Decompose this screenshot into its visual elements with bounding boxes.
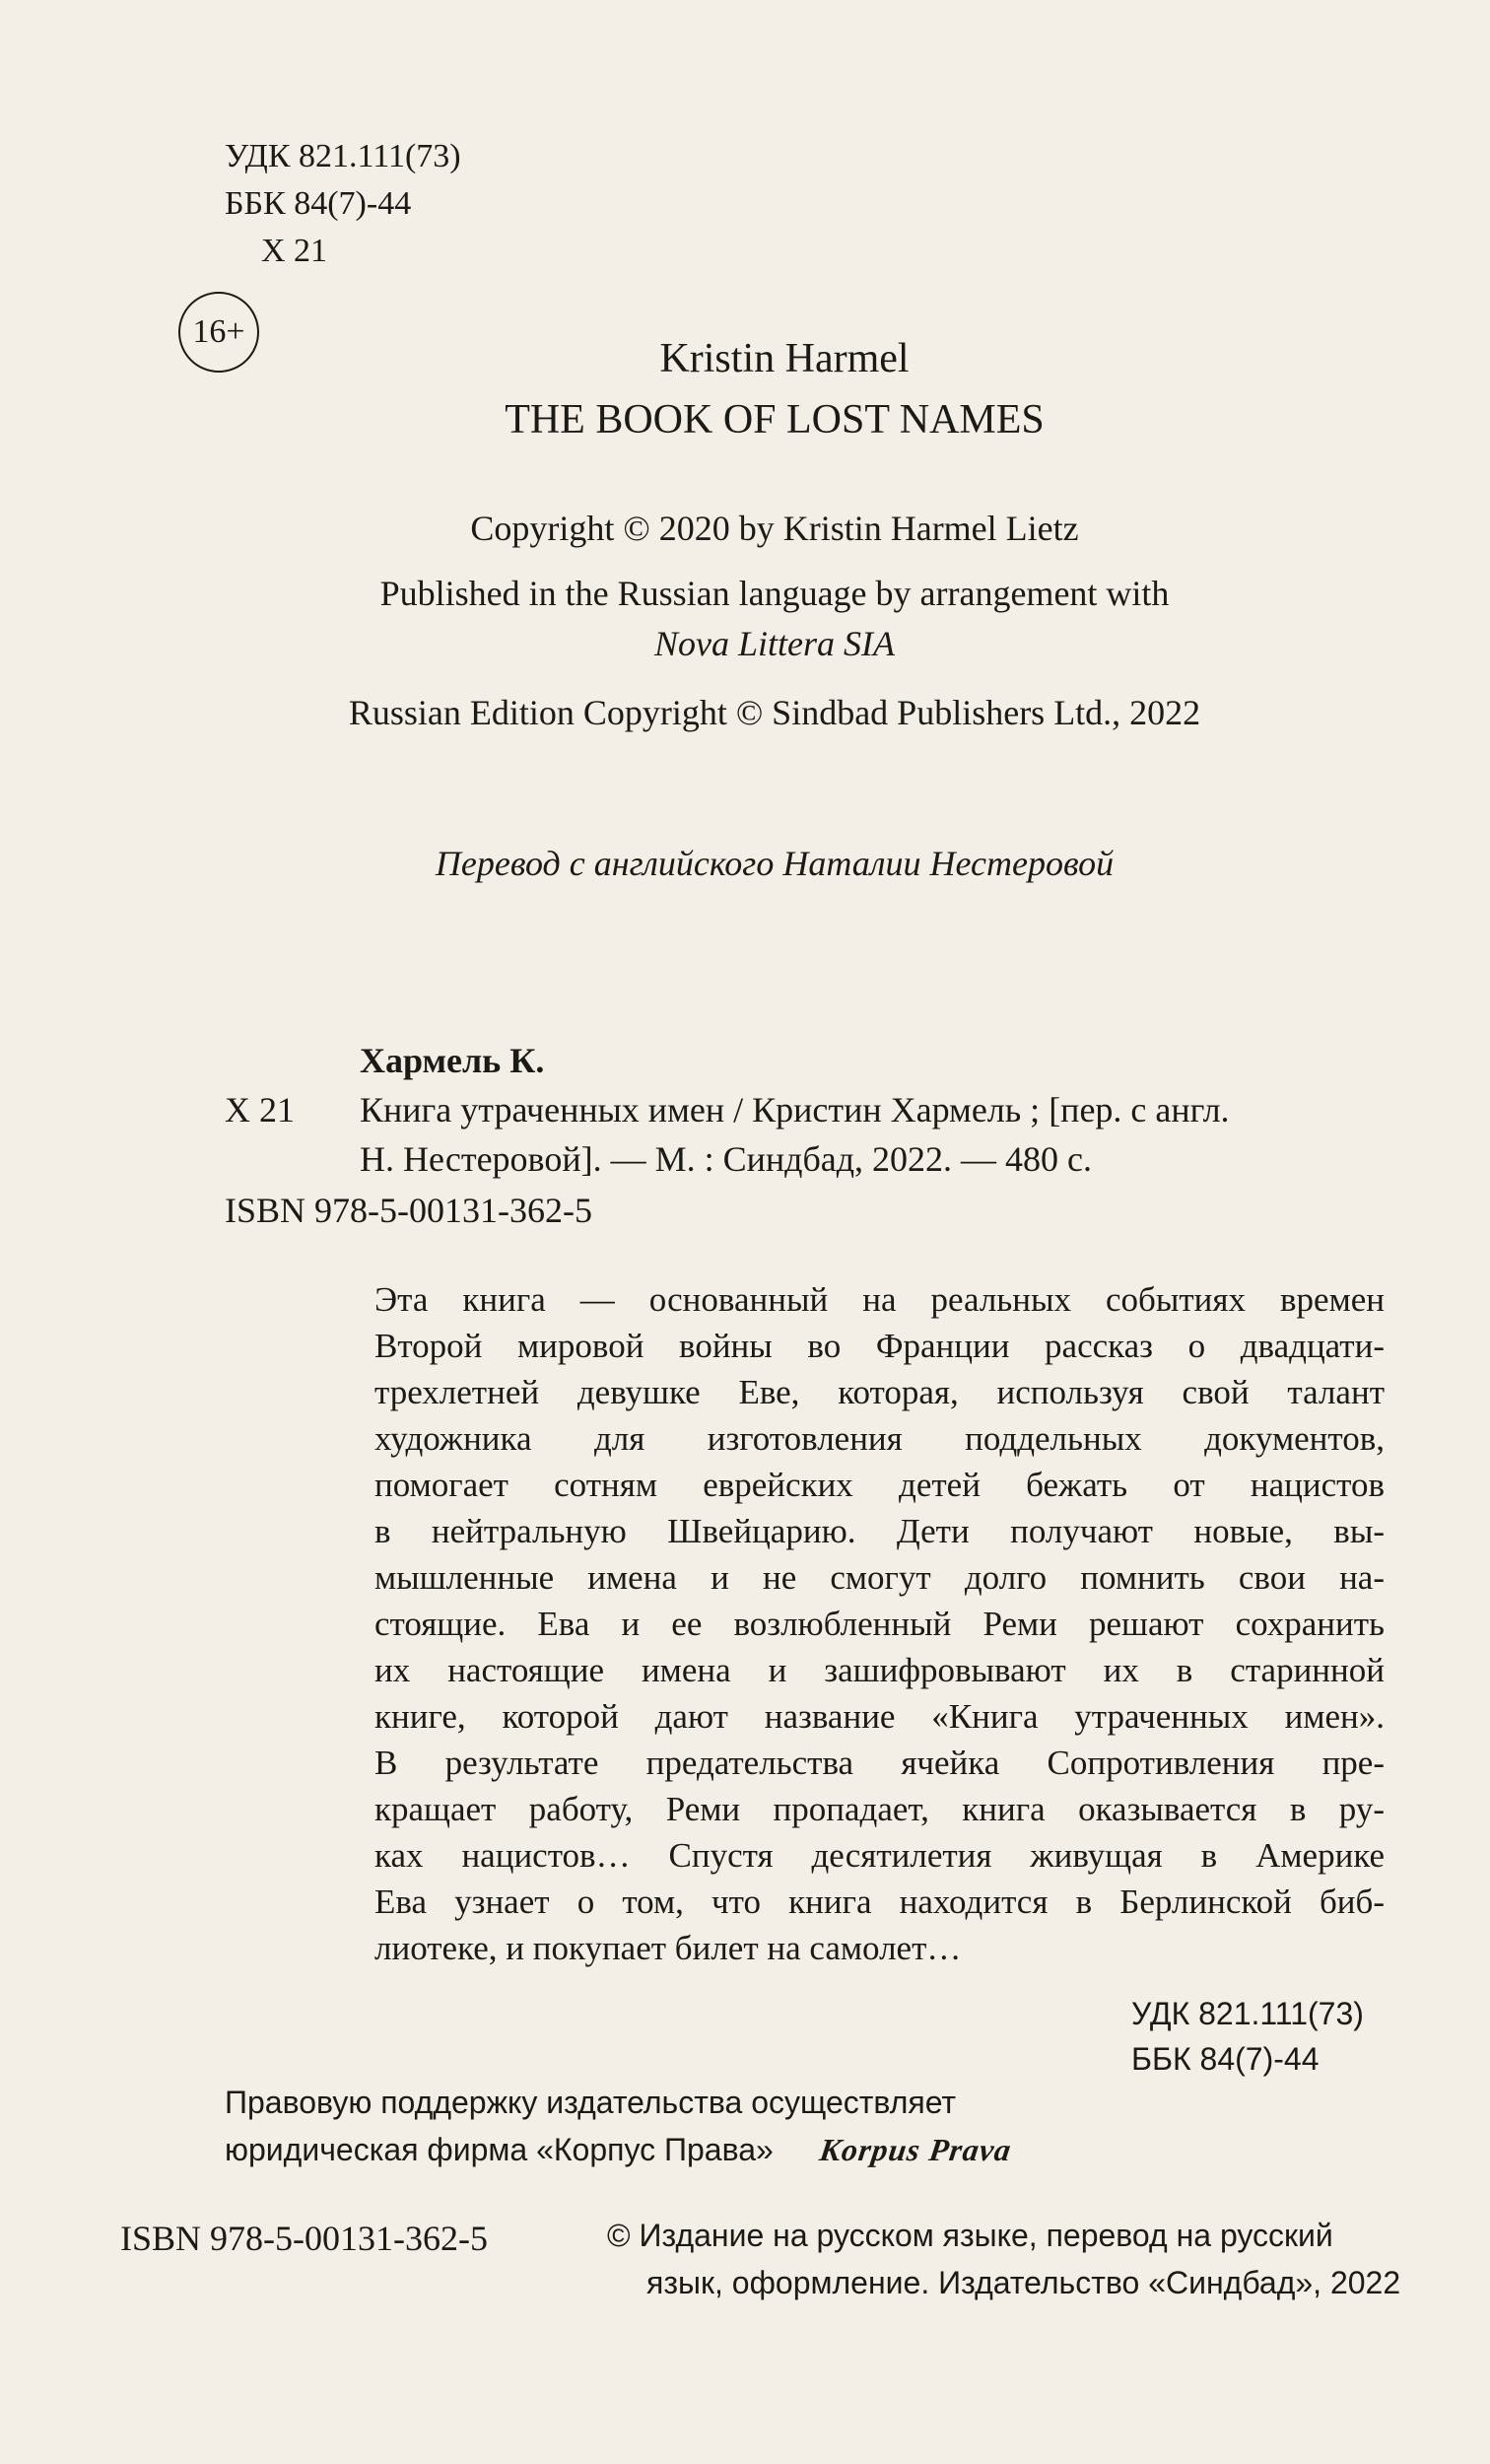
annotation-line: трехлетней девушке Еве, которая, используя свой талант bbox=[374, 1373, 1385, 1411]
bbk-code: ББК 84(7)-44 bbox=[225, 185, 412, 222]
bottom-copyright-line-2: язык, оформление. Издательство «Синдбад», 2022 bbox=[646, 2265, 1401, 2300]
annotation-paragraph bbox=[374, 1276, 1385, 1971]
published-line: Published in the Russian language by arrangement with bbox=[379, 574, 1170, 613]
udk-code: УДК 821.111(73) bbox=[225, 138, 461, 174]
catalog-author-heading: Хармель К. bbox=[360, 1041, 545, 1080]
original-author: Kristin Harmel bbox=[659, 336, 910, 381]
annotation-line: книге, которой дают название «Книга утраченных имен». bbox=[374, 1697, 1385, 1736]
annotation-line: Второй мировой войны во Франции рассказ о двадцати- bbox=[374, 1327, 1385, 1365]
copyright-line: Copyright © 2020 by Kristin Harmel Lietz bbox=[470, 509, 1079, 548]
catalog-isbn: ISBN 978-5-00131-362-5 bbox=[225, 1191, 592, 1230]
annotation-line: кращает работу, Реми пропадает, книга оказывается в ру- bbox=[374, 1790, 1385, 1828]
original-title: THE BOOK OF LOST NAMES bbox=[505, 397, 1045, 443]
catalog-line-2: Н. Нестеровой]. — М. : Синдбад, 2022. — 480 с. bbox=[360, 1139, 1093, 1179]
footer-bbk-code: ББК 84(7)-44 bbox=[1131, 2041, 1320, 2077]
annotation-line: лиотеке, и покупает билет на самолет… bbox=[374, 1929, 962, 1967]
annotation-line: их настоящие имена и зашифровывают их в старинной bbox=[374, 1651, 1385, 1689]
catalog-mark: Х 21 bbox=[225, 1090, 295, 1129]
bottom-isbn: ISBN 978-5-00131-362-5 bbox=[120, 2219, 488, 2258]
footer-udk-code: УДК 821.111(73) bbox=[1131, 1996, 1364, 2031]
russian-edition-copyright: Russian Edition Copyright © Sindbad Publishers Ltd., 2022 bbox=[348, 693, 1201, 732]
annotation-line: помогает сотням еврейских детей бежать от нацистов bbox=[374, 1466, 1385, 1504]
annotation-line: стоящие. Ева и ее возлюбленный Реми решают сохранить bbox=[374, 1605, 1385, 1643]
legal-support-line-2: юридическая фирма «Корпус Права» bbox=[225, 2132, 774, 2167]
age-rating-badge: 16+ bbox=[178, 292, 259, 373]
annotation-line: мышленные имена и не смогут долго помнить свои на- bbox=[374, 1558, 1385, 1597]
annotation-line: В результате предательства ячейка Сопротивления пре- bbox=[374, 1744, 1385, 1782]
annotation-line: Эта книга — основанный на реальных событиях времен bbox=[374, 1280, 1385, 1319]
annotation-line: художника для изготовления поддельных документов, bbox=[374, 1419, 1385, 1458]
legal-support-line-1: Правовую поддержку издательства осуществляет bbox=[225, 2085, 957, 2120]
annotation-line: в нейтральную Швейцарию. Дети получают новые, вы- bbox=[374, 1512, 1385, 1550]
author-mark: Х 21 bbox=[261, 233, 328, 269]
translator-credit: Перевод с английского Наталии Нестеровой bbox=[435, 844, 1115, 883]
bottom-copyright-line-1: © Издание на русском языке, перевод на русский bbox=[607, 2218, 1333, 2253]
agency-name: Nova Littera SIA bbox=[654, 624, 895, 663]
annotation-line: ках нацистов… Спустя десятилетия живущая в Америке bbox=[374, 1836, 1385, 1875]
annotation-line: Ева узнает о том, что книга находится в Берлинской биб- bbox=[374, 1882, 1385, 1921]
korpus-prava-logo: Korpus Prava bbox=[817, 2132, 1014, 2167]
catalog-line-1: Книга утраченных имен / Кристин Хармель ; [пер. с англ. bbox=[360, 1090, 1230, 1129]
